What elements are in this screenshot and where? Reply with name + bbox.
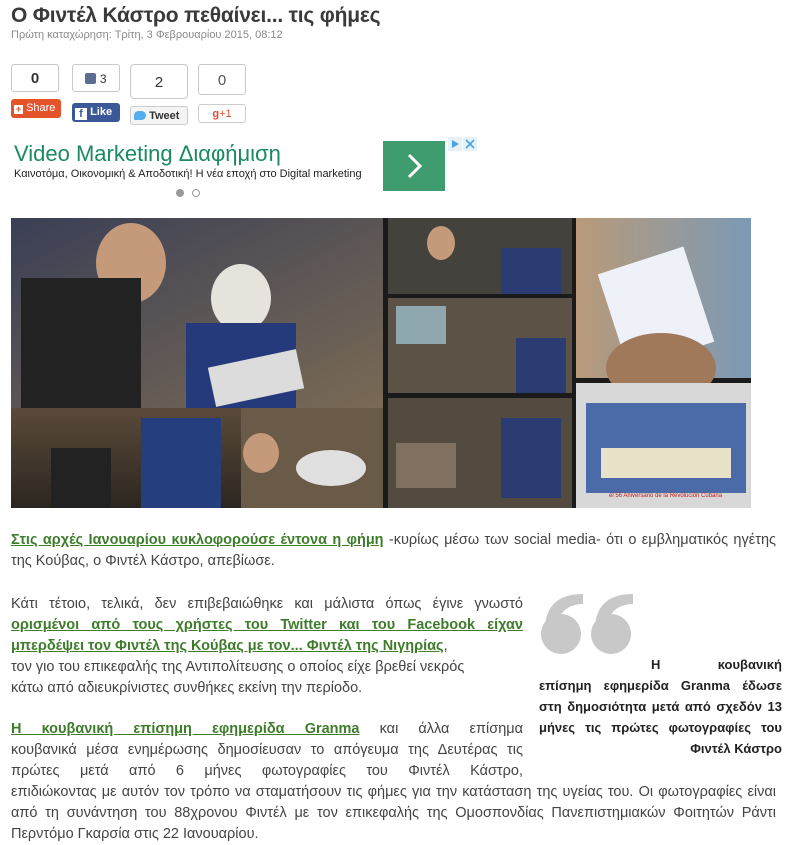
tweet-button-label: Tweet — [149, 110, 180, 122]
paragraph-2-line: κάτω από αδιευκρίνιστες συνθήκες εκείνη την περίοδο. — [11, 680, 363, 696]
paragraph-2-line: Κάτι τέτοιο, τελικά, δεν επιβεβαιώθηκε και μάλιστα όπως έγινε γνωστό — [11, 596, 523, 612]
gplus-icon: g — [212, 108, 220, 120]
paragraph-2-comma: , — [443, 638, 448, 654]
share-widget — [11, 64, 59, 114]
facebook-icon: f — [75, 108, 87, 120]
collage-banner-text: el 56 Aniversario de la Revolución Cubana — [609, 493, 723, 499]
paragraph-3-rest: επιδιώκοντας με αυτόν τον τρόπο να σταματήσουν τις φήμες για την κατάσταση της υγείας του. Οι φωτογραφίες είναι από τη συνάντηση του 88χρονου Φιντέλ με τον επικεφαλής της Ομοσπονδίας Πανεπιστημιακών Φοιτητών Ράντι Περντόμο Γκαρσία στις 22 Ιανουαρίου. — [11, 784, 776, 842]
gplus-count: 0 — [198, 64, 246, 95]
ad-open-button[interactable] — [383, 141, 445, 191]
gplus-button-label: +1 — [219, 108, 232, 120]
ad-title[interactable]: Video Marketing Διαφήμιση — [14, 141, 281, 166]
tweet-widget — [130, 64, 188, 122]
thumbs-up-icon — [85, 73, 96, 84]
article-link-rumors[interactable]: Στις αρχές Ιανουαρίου κυκλοφορούσε έντονα η φήμη — [11, 532, 384, 548]
article-paragraph-1 — [11, 530, 776, 572]
paragraph-2-line: τον γιο του επικεφαλής της Αντιπολίτευσης ο οποίος είχε βρεθεί νεκρός — [11, 659, 465, 675]
ad-pager-dot-active[interactable] — [176, 189, 184, 197]
article-link-twitter-facebook[interactable]: ορισμένοι από τους χρήστες του Twitter και του Facebook είχαν — [11, 617, 523, 633]
paragraph-1-text: -κυρίως μέσω των social media- ότι ο εμβληματικός ηγέτης της Κούβας, ο Φιντέλ Κάστρο, απεβίωσε. — [11, 532, 776, 569]
plus-box-icon: + — [15, 104, 22, 114]
gplus-button[interactable] — [198, 104, 246, 123]
ad-choices-icon[interactable] — [448, 137, 478, 151]
article-link-granma[interactable]: Η κουβανική επίσημη εφημερίδα Granma — [11, 721, 360, 737]
article-photo-collage — [11, 218, 751, 508]
ad-pager-dot[interactable] — [192, 189, 200, 197]
quote-mark-icon — [539, 590, 639, 660]
share-button[interactable] — [11, 99, 61, 118]
article-link-nigeria[interactable]: μπερδέψει τον Φιντέλ της Κούβας με τον... Φιντέλ της Νιγηρίας — [11, 638, 444, 654]
share-button-label: Share — [26, 102, 56, 114]
like-count-box — [72, 64, 120, 92]
like-button-label: Like — [90, 106, 113, 118]
like-widget — [72, 64, 120, 120]
paragraph-3-line: πρώτες μετά από 6 μήνες φωτογραφίες του Φιντέλ Κάστρο, — [11, 763, 523, 779]
ad-pager[interactable] — [176, 184, 208, 202]
gplus-widget — [198, 64, 246, 120]
like-count: 3 — [99, 72, 107, 86]
article-title: Ο Φιντέλ Κάστρο πεθαίνει... τις φήμες — [11, 4, 381, 27]
chevron-right-icon — [383, 141, 445, 191]
share-count: 0 — [11, 64, 59, 92]
tweet-count: 2 — [130, 64, 188, 99]
like-button[interactable] — [72, 103, 120, 122]
paragraph-3-line: κουβανικά μέσα ενημέρωσης δημοσίευσαν το απόγευμα της Δευτέρας τις — [11, 742, 523, 758]
tweet-button[interactable] — [130, 106, 188, 125]
publish-date: Πρώτη καταχώρηση: Τρίτη, 3 Φεβρουαρίου 2015, 08:12 — [11, 29, 283, 41]
pull-quote-text: Η κουβανική επίσημη εφημερίδα Granma έδωσε στη δημοσιότητα μετά από σχεδόν 13 μήνες τις πρώτες φωτογραφίες του Φιντέλ Κάστρο — [539, 657, 782, 756]
article-paragraph-2 — [11, 594, 523, 699]
ad-banner[interactable] — [10, 137, 480, 197]
ad-subtitle: Καινοτόμα, Οικονομική & Αποδοτική! Η νέα εποχή στο Digital marketing — [14, 168, 362, 180]
paragraph-3-text: και άλλα επίσημα — [359, 721, 523, 737]
twitter-bird-icon — [134, 111, 146, 120]
